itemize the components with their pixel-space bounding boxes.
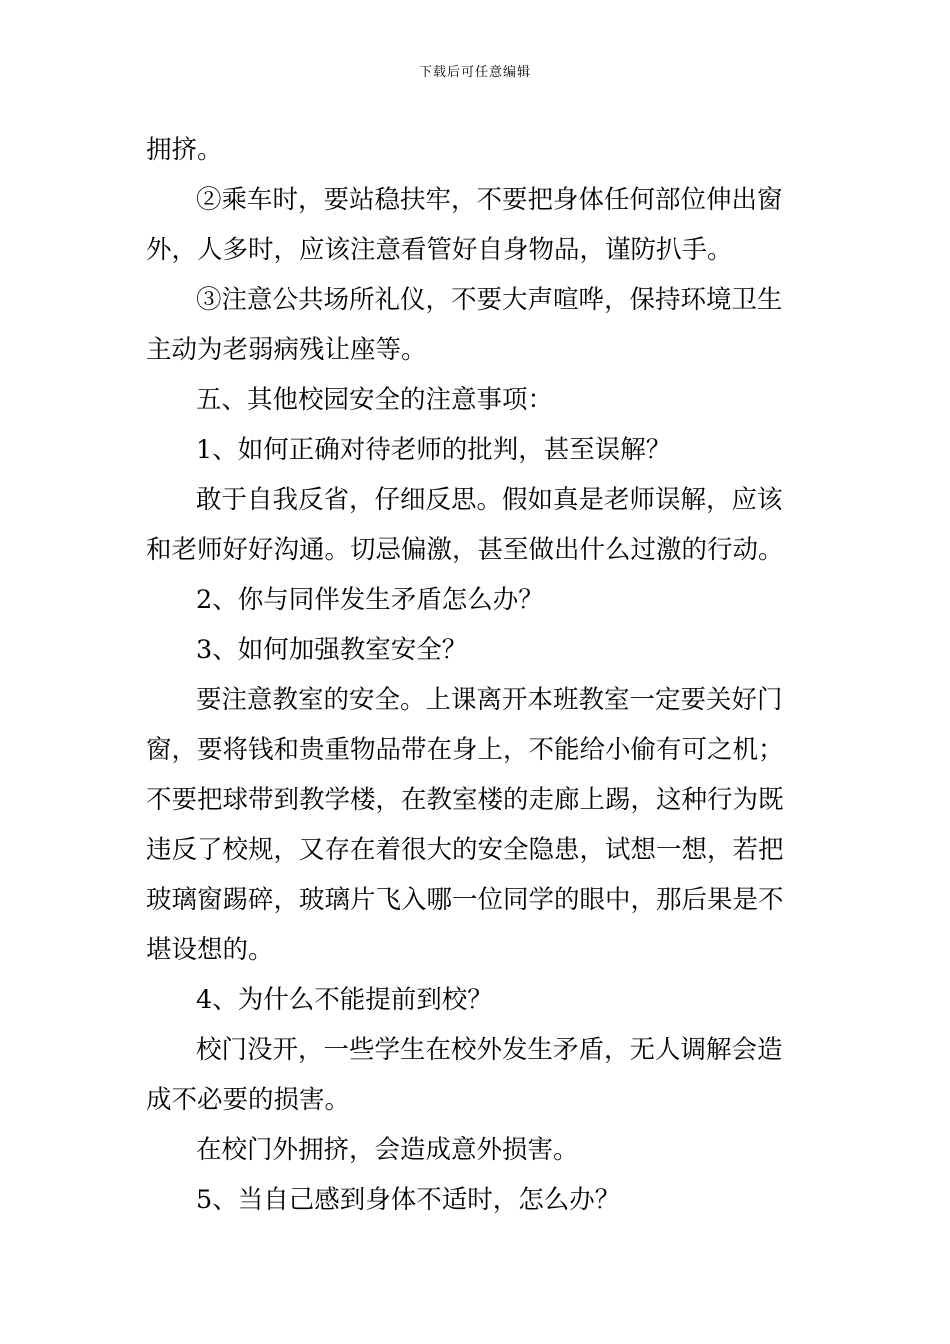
text-line: 要注意教室的安全。上课离开本班教室一定要关好门: [196, 685, 783, 715]
question: 4、为什么不能提前到校？: [196, 985, 493, 1015]
question: 3、如何加强教室安全？: [196, 635, 468, 665]
text-line: 玻璃窗踢碎，玻璃片飞入哪一位同学的眼中，那后果是不: [146, 885, 784, 915]
text-line: 不要把球带到教学楼，在教室楼的走廊上踢，这种行为既: [146, 785, 784, 815]
text-line: 堪设想的。: [146, 935, 274, 965]
page-header: 下载后可任意编辑: [418, 65, 531, 80]
text-line: 外，人多时，应该注意看管好自身物品，谨防扒手。: [146, 235, 733, 265]
text-line: 窗，要将钱和贵重物品带在身上，不能给小偷有可之机；: [146, 735, 784, 765]
text-line: 拥挤。: [146, 135, 223, 165]
text-line: 和老师好好沟通。切忌偏激，甚至做出什么过激的行动。: [146, 535, 784, 565]
text-line: 成不必要的损害。: [146, 1085, 351, 1115]
text-line: 敢于自我反省，仔细反思。假如真是老师误解，应该: [196, 485, 783, 515]
question: 2、你与同伴发生矛盾怎么办？: [196, 585, 544, 615]
question: 1、如何正确对待老师的批判，甚至误解？: [196, 435, 672, 465]
text-line: 违反了校规，又存在着很大的安全隐患，试想一想，若把: [146, 835, 784, 865]
text-line: 在校门外拥挤，会造成意外损害。: [196, 1135, 579, 1165]
section-heading: 五、其他校园安全的注意事项：: [196, 385, 554, 415]
text-line: ②乘车时，要站稳扶牢，不要把身体任何部位伸出窗: [196, 185, 783, 215]
text-line: 校门没开，一些学生在校外发生矛盾，无人调解会造: [196, 1035, 783, 1065]
text-line: 主动为老弱病残让座等。: [146, 335, 427, 365]
question: 5、当自己感到身体不适时，怎么办？: [196, 1185, 621, 1215]
text-line: ③注意公共场所礼仪，不要大声喧哗，保持环境卫生: [196, 285, 783, 315]
